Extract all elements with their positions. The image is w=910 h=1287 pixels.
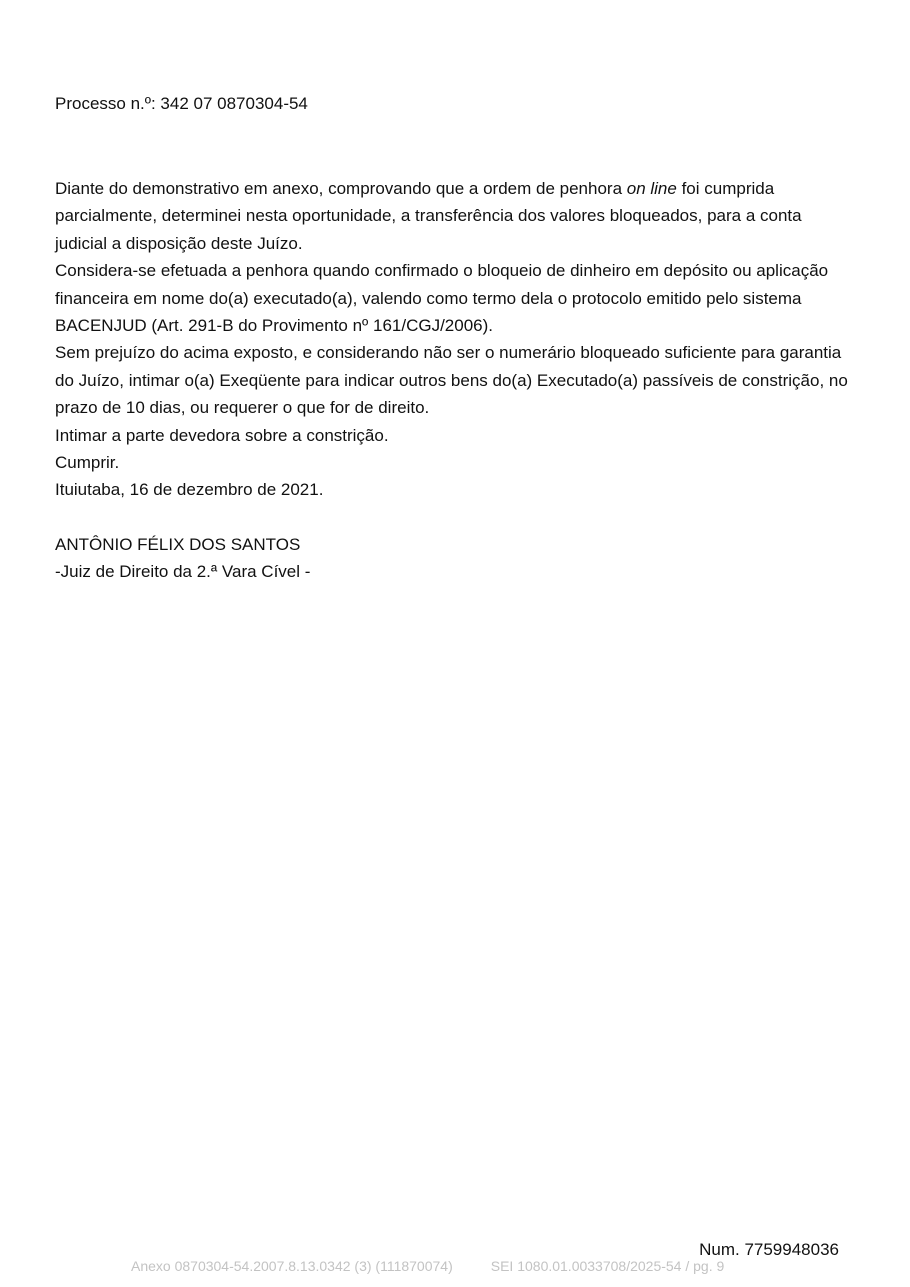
judge-title: -Juiz de Direito da 2.ª Vara Cível - — [55, 562, 311, 582]
paragraph-intimation-exequente: Sem prejuízo do acima exposto, e considerando não ser o numerário bloqueado suficiente para garantia do Juízo, intimar o(a) Exeqüente para indicar outros bens do(a) Executado(a) passíveis de constrição, no prazo de 10 dias, ou requerer o que for de direito. — [55, 343, 848, 418]
process-number: Processo n.º: 342 07 0870304-54 — [55, 94, 308, 113]
paragraph-text: foi cumprida parcialmente, determinei nesta oportunidade, a transferência dos valores bloqueados, para a conta judicial a disposição deste Juízo. — [55, 179, 802, 253]
paragraph-intimation-devedora: Intimar a parte devedora sobre a constrição. — [55, 425, 389, 445]
paragraph-text: Diante do demonstrativo em anexo, comprovando que a ordem de penhora — [55, 179, 627, 198]
judge-name: ANTÔNIO FÉLIX DOS SANTOS — [55, 535, 301, 554]
decision-body — [55, 175, 855, 504]
place-date: Ituiutaba, 16 de dezembro de 2021. — [55, 480, 324, 500]
italic-term: on line — [626, 179, 677, 198]
paragraph-penhora-online — [55, 175, 855, 257]
document-number: Num. 7759948036 — [699, 1240, 839, 1259]
signature-block — [55, 531, 310, 586]
paragraph-cumprir: Cumprir. — [55, 453, 120, 473]
footer-annex: Anexo 0870304-54.2007.8.13.0342 (3) (111870074) — [131, 1258, 453, 1274]
page-footer — [131, 1258, 724, 1274]
footer-sei-page: SEI 1080.01.0033708/2025-54 / pg. 9 — [490, 1258, 725, 1274]
paragraph-bacenjud: Considera-se efetuada a penhora quando confirmado o bloqueio de dinheiro em depósito ou aplicação financeira em nome do(a) executado(a), valendo como termo dela o protocolo emitido pelo sistema BACENJUD (Art. 291-B do Provimento nº 161/CGJ/2006). — [55, 261, 829, 336]
